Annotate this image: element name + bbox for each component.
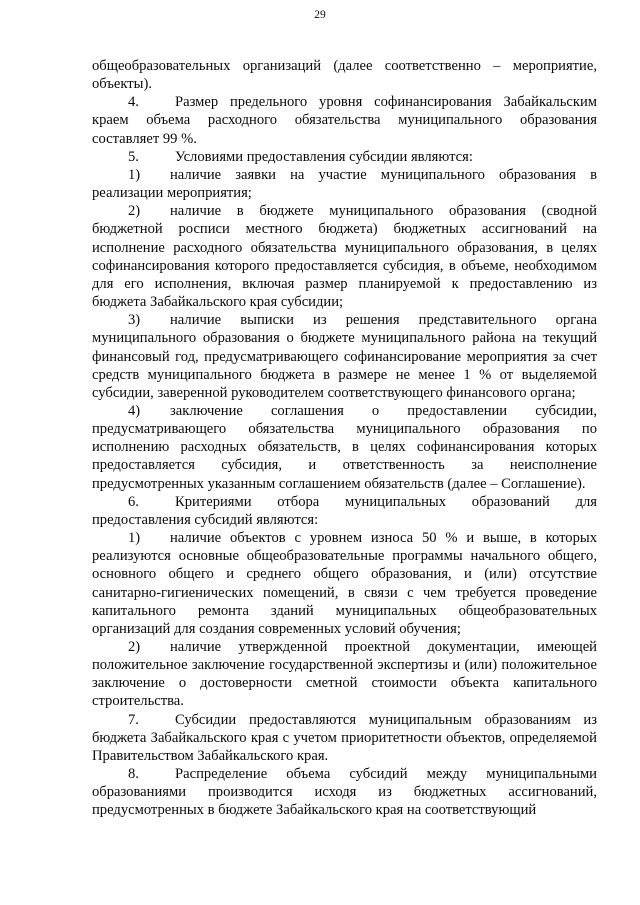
paragraph-6-1 <box>92 529 597 638</box>
item-number: 5. <box>128 148 139 165</box>
paragraph-4 <box>92 93 597 147</box>
paragraph-text: наличие заявки на участие муниципального образования в реализации мероприятия; <box>92 166 597 202</box>
paragraph-text: наличие в бюджете муниципального образования (сводной бюджетной росписи местного бюджета) бюджетных ассигнований на исполнение расходного обязательства муниципального образования, в целях софинансирования которого предоставляется субсидия, в объеме, необходимом для его исполнения, включая размер планируемой к предоставлению из бюджета Забайкальского края субсидии; <box>92 203 597 311</box>
paragraph-text: Субсидии предоставляются муниципальным образованиям из бюджета Забайкальского края с учетом приоритетности объектов, определяемой Правительством Забайкальского края. <box>92 711 597 764</box>
paragraph-text: Размер предельного уровня софинансирования Забайкальским краем объема расходного обязательства муниципального образования составляет 99 %. <box>92 94 597 147</box>
item-number: 8. <box>128 766 139 783</box>
paragraph-8 <box>92 765 597 819</box>
paragraph-text: наличие объектов с уровнем износа 50 % и выше, в которых реализуются основные общеобразовательные программы начального общего, основного общего и среднего общего образования, и (или) отсутствие санитарно-гигиенических помещений, в связи с чем требуется проведение капитального ремонта зданий муниципальных общеобразовательных организаций для создания современных условий обучения; <box>92 530 597 637</box>
paragraph-6 <box>92 493 597 529</box>
paragraph-5 <box>92 148 597 166</box>
item-number: 1) <box>128 530 141 547</box>
item-number: 2) <box>128 639 141 655</box>
paragraph-5-2 <box>92 202 597 311</box>
item-number: 7. <box>128 711 139 728</box>
paragraph-text: общеобразовательных организаций (далее соответственно – мероприятие, объекты). <box>92 58 597 93</box>
paragraph-text: Критериями отбора муниципальных образований для предоставления субсидий являются: <box>92 493 597 528</box>
paragraph-5-3 <box>92 311 597 402</box>
paragraph-5-1 <box>92 166 597 202</box>
paragraph-text: Распределение объема субсидий между муниципальными образованиями производится исходя из бюджетных ассигнований, предусмотренных в бюджете Забайкальского края на соответствующий <box>92 766 597 819</box>
paragraph-text: Условиями предоставления субсидии являются: <box>175 148 473 165</box>
item-number: 6. <box>128 493 139 510</box>
item-number: 1) <box>128 166 141 183</box>
item-number: 4. <box>128 94 139 111</box>
item-number: 3) <box>128 312 141 329</box>
item-number: 2) <box>128 203 141 220</box>
paragraph-6-2 <box>92 638 597 711</box>
page-number: 29 <box>314 9 326 21</box>
document-body <box>92 57 597 820</box>
paragraph-continuation <box>92 57 597 93</box>
paragraph-text: заключение соглашения о предоставлении субсидии, предусматривающего обязательства муниципального образования по исполнению расходных обязательств, в целях софинансирования которых предоставляется субсидия, и ответственность за неисполнение предусмотренных указанным соглашением обязательств (далее – Соглашение). <box>92 402 597 492</box>
paragraph-7 <box>92 711 597 765</box>
item-number: 4) <box>128 402 141 419</box>
paragraph-5-4 <box>92 402 597 493</box>
paragraph-text: наличие выписки из решения представительного органа муниципального образования о бюджете муниципального района на текущий финансовый год, предусматривающего софинансирование мероприятия за счет средств муниципального бюджета в размере не менее 1 % от выделяемой субсидии, заверенной руководителем соответствующего финансового органа; <box>92 312 597 401</box>
paragraph-text: наличие утвержденной проектной документации, имеющей положительное заключение государственной экспертизы и (или) положительное заключение о достоверности сметной стоимости объекта капитального строительства. <box>92 639 597 710</box>
